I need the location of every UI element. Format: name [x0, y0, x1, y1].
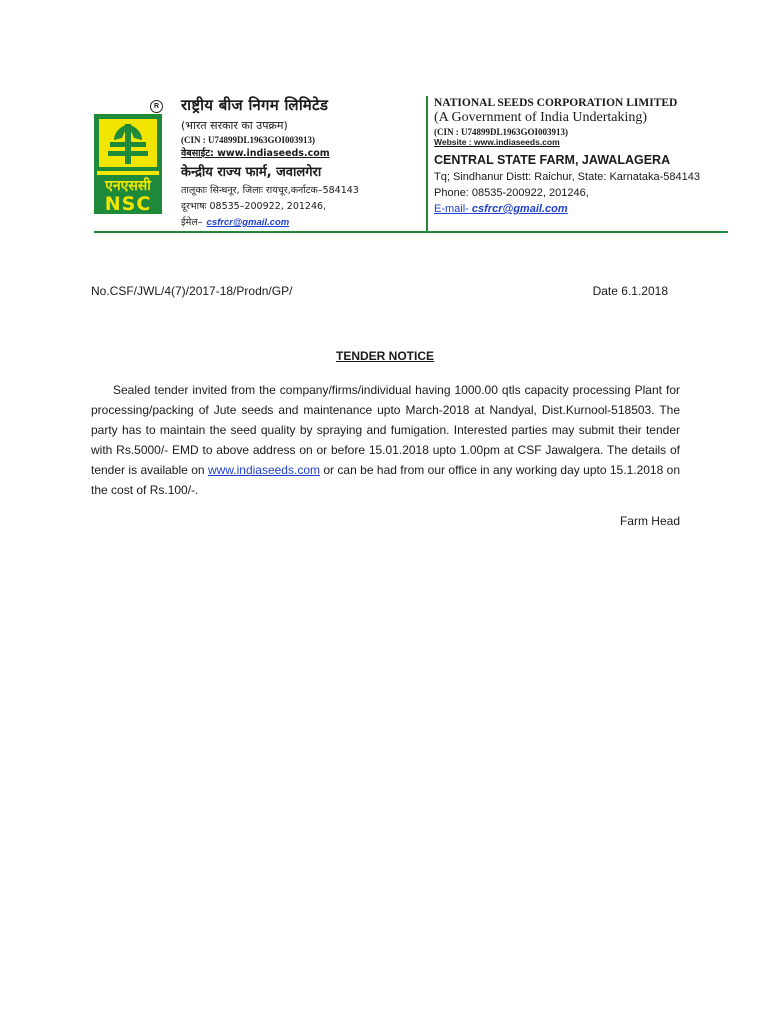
- nsc-logo: [94, 114, 162, 214]
- english-address: Tq; Sindhanur Distt: Raichur, State: Karnataka-584143: [434, 171, 700, 183]
- english-cin: (CIN : U74899DL1963GOI003913): [434, 127, 568, 137]
- notice-date: Date 6.1.2018: [592, 284, 668, 298]
- english-email-link[interactable]: csfrcr@gmail.com: [471, 203, 568, 215]
- notice-title: TENDER NOTICE: [335, 349, 434, 363]
- english-farm-name: CENTRAL STATE FARM, JAWALAGERA: [434, 153, 671, 167]
- hindi-company-name: राष्ट्रीय बीज निगम लिमिटेड: [181, 96, 329, 114]
- hindi-email-line: [181, 215, 421, 228]
- logo-hindi-text: एनएससी: [105, 178, 151, 194]
- hindi-cin: (CIN : U74899DL1963GOI003913): [181, 135, 315, 145]
- hindi-phone: दूरभाषः 08535–200922, 201246,: [181, 201, 327, 212]
- hindi-subtitle: (भारत सरकार का उपक्रम): [181, 119, 288, 132]
- logo-latin-text: NSC: [104, 193, 152, 214]
- english-subtitle: (A Government of India Undertaking): [434, 110, 648, 125]
- hindi-header: [181, 95, 421, 228]
- hindi-email-link[interactable]: csfrcr@gmail.com: [206, 217, 290, 228]
- english-phone: Phone: 08535-200922, 201246,: [434, 187, 589, 199]
- notice-body: [91, 380, 680, 500]
- registered-mark: R: [150, 100, 163, 113]
- website-link[interactable]: www.indiaseeds.com: [207, 463, 320, 477]
- header-horizontal-divider: [94, 231, 728, 233]
- english-company-name: NATIONAL SEEDS CORPORATION LIMITED: [434, 97, 678, 109]
- header-vertical-divider: [426, 96, 428, 232]
- signature: Farm Head: [619, 514, 680, 528]
- english-header: [434, 97, 734, 215]
- hindi-address: तालूकाः सिन्धनूर, जिलाः रायचूर,कर्नाटक–584143: [181, 185, 359, 196]
- hindi-website[interactable]: वेबसाईट: www.indiaseeds.com: [181, 148, 330, 159]
- english-email-label: E-mail-: [434, 203, 469, 215]
- notice-body-text-2: or can be had from our office in any working day upto 15.1.2018 on the cost of Rs.100/-.: [91, 463, 680, 497]
- notice-body-text-1: Sealed tender invited from the company/firms/individual having 1000.00 qtls capacity processing Plant for processing/packing of Jute seeds and maintenance upto March-2018 at Nandyal, Dist.Kurnool-518503. The party has to maintain the seed quality by spraying and fumigation. Interested parties may submit their tender with Rs.5000/- EMD to above address on or before 15.01.2018 upto 1.00pm at CSF Jawalgera. The details of tender is available on: [91, 383, 680, 477]
- reference-number: No.CSF/JWL/4(7)/2017-18/Prodn/GP/: [91, 284, 293, 298]
- english-website[interactable]: Website : www.indiaseeds.com: [434, 137, 560, 147]
- hindi-email-label: ईमेल–: [181, 217, 203, 228]
- hindi-farm-name: केन्द्रीय राज्य फार्म, जवालगेरा: [181, 165, 322, 180]
- english-email-line[interactable]: [434, 203, 734, 215]
